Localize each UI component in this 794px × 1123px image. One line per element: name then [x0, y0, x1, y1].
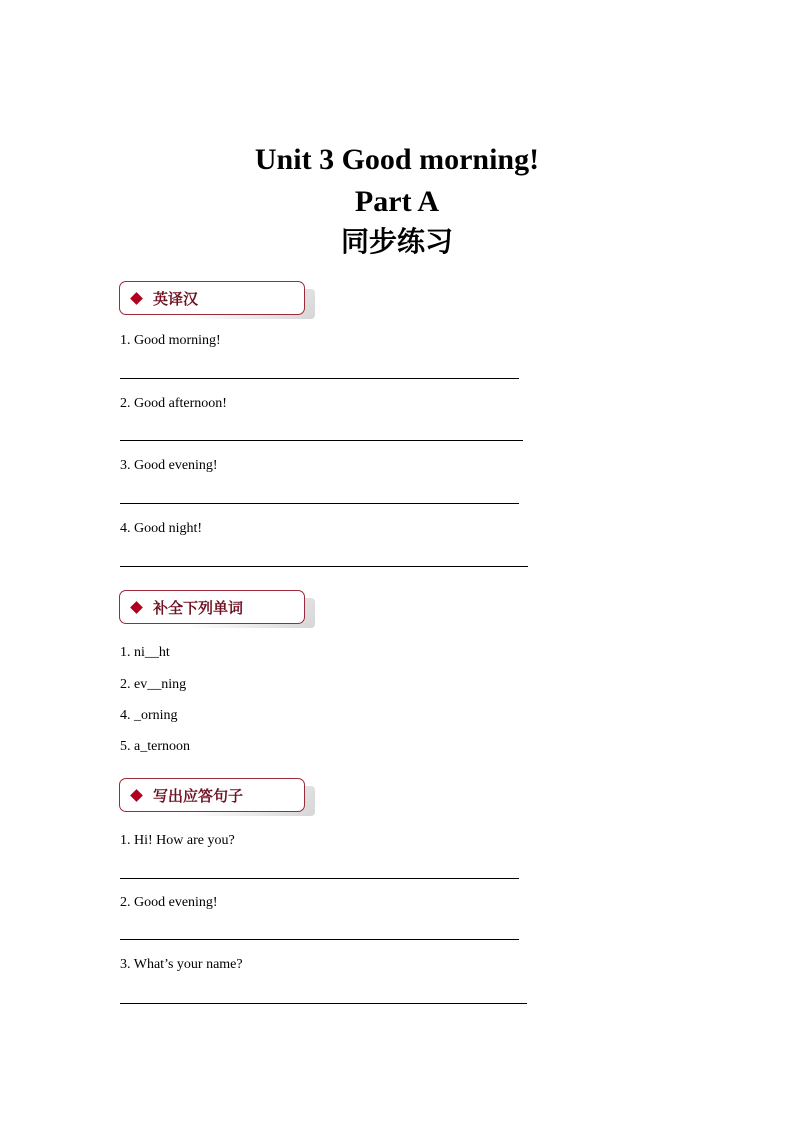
section-header-translate — [119, 281, 319, 321]
answer-line[interactable] — [120, 566, 528, 567]
diamond-icon — [130, 601, 143, 614]
section-header-complete-words — [119, 590, 319, 630]
answer-line[interactable] — [120, 440, 523, 441]
question-item: 4. Good night! — [120, 521, 203, 536]
tab-box — [119, 281, 305, 315]
section-label: 补全下列单词 — [153, 598, 244, 617]
section-label: 英译汉 — [153, 289, 199, 308]
word-item: 5. a_ternoon — [120, 739, 190, 754]
word-item: 1. ni__ht — [120, 645, 170, 660]
question-item: 1. Hi! How are you? — [120, 833, 235, 848]
tab-box — [119, 778, 305, 812]
question-item: 1. Good morning! — [120, 333, 221, 348]
question-item: 3. Good evening! — [120, 458, 218, 473]
title-practice: 同步练习 — [340, 225, 453, 258]
answer-line[interactable] — [120, 378, 519, 379]
question-item: 3. What’s your name? — [120, 957, 243, 972]
answer-line[interactable] — [120, 878, 519, 879]
tab-box — [119, 590, 305, 624]
diamond-icon — [130, 292, 143, 305]
answer-line[interactable] — [120, 939, 519, 940]
title-part: Part A — [354, 185, 440, 218]
title-unit: Unit 3 Good morning! — [254, 143, 540, 176]
answer-line[interactable] — [120, 503, 519, 504]
question-item: 2. Good evening! — [120, 895, 218, 910]
word-item: 2. ev__ning — [120, 677, 187, 692]
answer-line[interactable] — [120, 1003, 527, 1004]
question-item: 2. Good afternoon! — [120, 396, 227, 411]
word-item: 4. _orning — [120, 708, 178, 723]
section-header-responses — [119, 778, 319, 818]
diamond-icon — [130, 789, 143, 802]
section-label: 写出应答句子 — [153, 786, 244, 805]
